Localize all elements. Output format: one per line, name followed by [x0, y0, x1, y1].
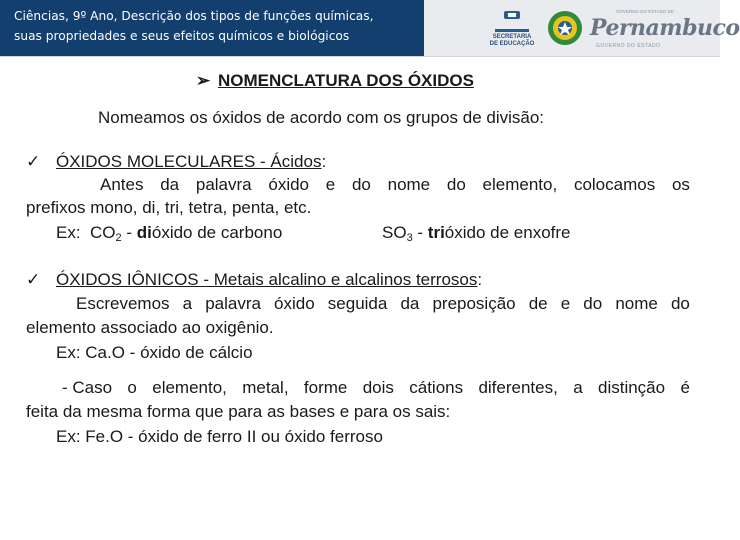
word: da — [400, 294, 420, 313]
secretaria-emblem-icon — [502, 9, 522, 21]
ionic-title-colon: : — [477, 270, 483, 289]
ionic-line-1 — [76, 293, 690, 315]
molecular-example-1 — [56, 222, 282, 244]
word: palavra — [205, 294, 261, 313]
header-logos — [488, 6, 740, 52]
word: o — [127, 378, 137, 397]
word: seguida — [327, 294, 388, 313]
dash: - — [412, 223, 428, 242]
secretaria-logo-text-2: DE EDUCAÇÃO — [489, 41, 535, 47]
word: do — [670, 294, 690, 313]
molecular-line-1 — [100, 174, 690, 196]
word: do — [583, 294, 603, 313]
word: os — [671, 175, 690, 194]
word: a — [573, 378, 583, 397]
word: Antes — [100, 175, 144, 194]
word: e — [560, 294, 571, 313]
molecular-title-row — [26, 151, 326, 173]
checkmark-icon: ✓ — [26, 270, 41, 289]
state-crest-icon — [546, 8, 584, 48]
formula: SO — [382, 223, 407, 242]
molecular-title-colon: : — [321, 152, 327, 171]
word: de — [528, 294, 548, 313]
formula: CO — [90, 223, 116, 242]
secretaria-logo — [488, 8, 536, 48]
header-title-box — [0, 0, 424, 56]
intro-text: Nomeamos os óxidos de acordo com os grupos de divisão: — [98, 108, 545, 127]
header-bar — [0, 0, 740, 57]
word: óxido — [274, 294, 315, 313]
word: palavra — [195, 175, 252, 194]
word: forme — [303, 378, 348, 397]
word: diferentes, — [478, 378, 558, 397]
name-rest: óxido de enxofre — [444, 223, 571, 242]
arrow-bullet-icon: ➢ — [196, 71, 211, 90]
word: distinção — [598, 378, 666, 397]
word: preposição — [432, 294, 516, 313]
formula-subscript: 3 — [406, 232, 413, 244]
word: metal, — [242, 378, 289, 397]
prefix-bold: di — [136, 223, 152, 242]
state-logo-top-text: GOVERNO DO ESTADO DE — [616, 9, 674, 14]
secretaria-logo-bar — [495, 29, 529, 32]
word: do — [446, 175, 466, 194]
ionic-title: ÓXIDOS IÔNICOS - Metais alcalino e alcalinos terrosos — [56, 270, 478, 289]
state-logo-subtext: GOVERNO DO ESTADO — [596, 43, 661, 49]
word: óxido — [268, 175, 310, 194]
word: nome — [387, 175, 431, 194]
note-line-2: feita da mesma forma que para as bases e para os sais: — [26, 402, 451, 421]
ionic-example: Ex: Ca.O - óxido de cálcio — [56, 343, 253, 362]
dash: - — [121, 223, 137, 242]
word: nome — [615, 294, 658, 313]
header-title-line-2: suas propriedades e seus efeitos químicos e biológicos — [14, 29, 350, 43]
ionic-line-2: elemento associado ao oxigênio. — [26, 318, 274, 337]
section-heading — [196, 71, 474, 91]
note-example: Ex: Fe.O - óxido de ferro II ou óxido ferroso — [56, 427, 383, 446]
word: cátions — [409, 378, 464, 397]
word: colocamos — [573, 175, 656, 194]
word: da — [160, 175, 180, 194]
word: Escrevemos — [76, 294, 170, 313]
word: - Caso — [62, 378, 113, 397]
word: elemento, — [152, 378, 227, 397]
example-label: Ex: — [56, 223, 81, 242]
molecular-line-2: prefixos mono, di, tri, tetra, penta, etc. — [26, 198, 312, 217]
header-title-line-1: Ciências, 9º Ano, Descrição dos tipos de funções químicas, — [14, 9, 374, 23]
molecular-title: ÓXIDOS MOLECULARES - Ácidos — [56, 152, 322, 171]
section-heading-text: NOMENCLATURA DOS ÓXIDOS — [218, 71, 474, 90]
name-rest: óxido de carbono — [151, 223, 283, 242]
prefix-bold: tri — [427, 223, 445, 242]
checkmark-icon: ✓ — [26, 152, 41, 171]
secretaria-logo-text-1: SECRETARIA — [492, 34, 532, 40]
formula-subscript: 2 — [115, 232, 122, 244]
ionic-title-row — [26, 269, 482, 291]
note-line-1 — [62, 377, 690, 399]
molecular-example-2 — [382, 222, 571, 244]
state-logo-text: Pernambuco — [590, 15, 740, 41]
word: e — [325, 175, 336, 194]
word: é — [680, 378, 690, 397]
word: dois — [362, 378, 394, 397]
word: a — [182, 294, 193, 313]
word: do — [351, 175, 371, 194]
word: elemento, — [482, 175, 558, 194]
